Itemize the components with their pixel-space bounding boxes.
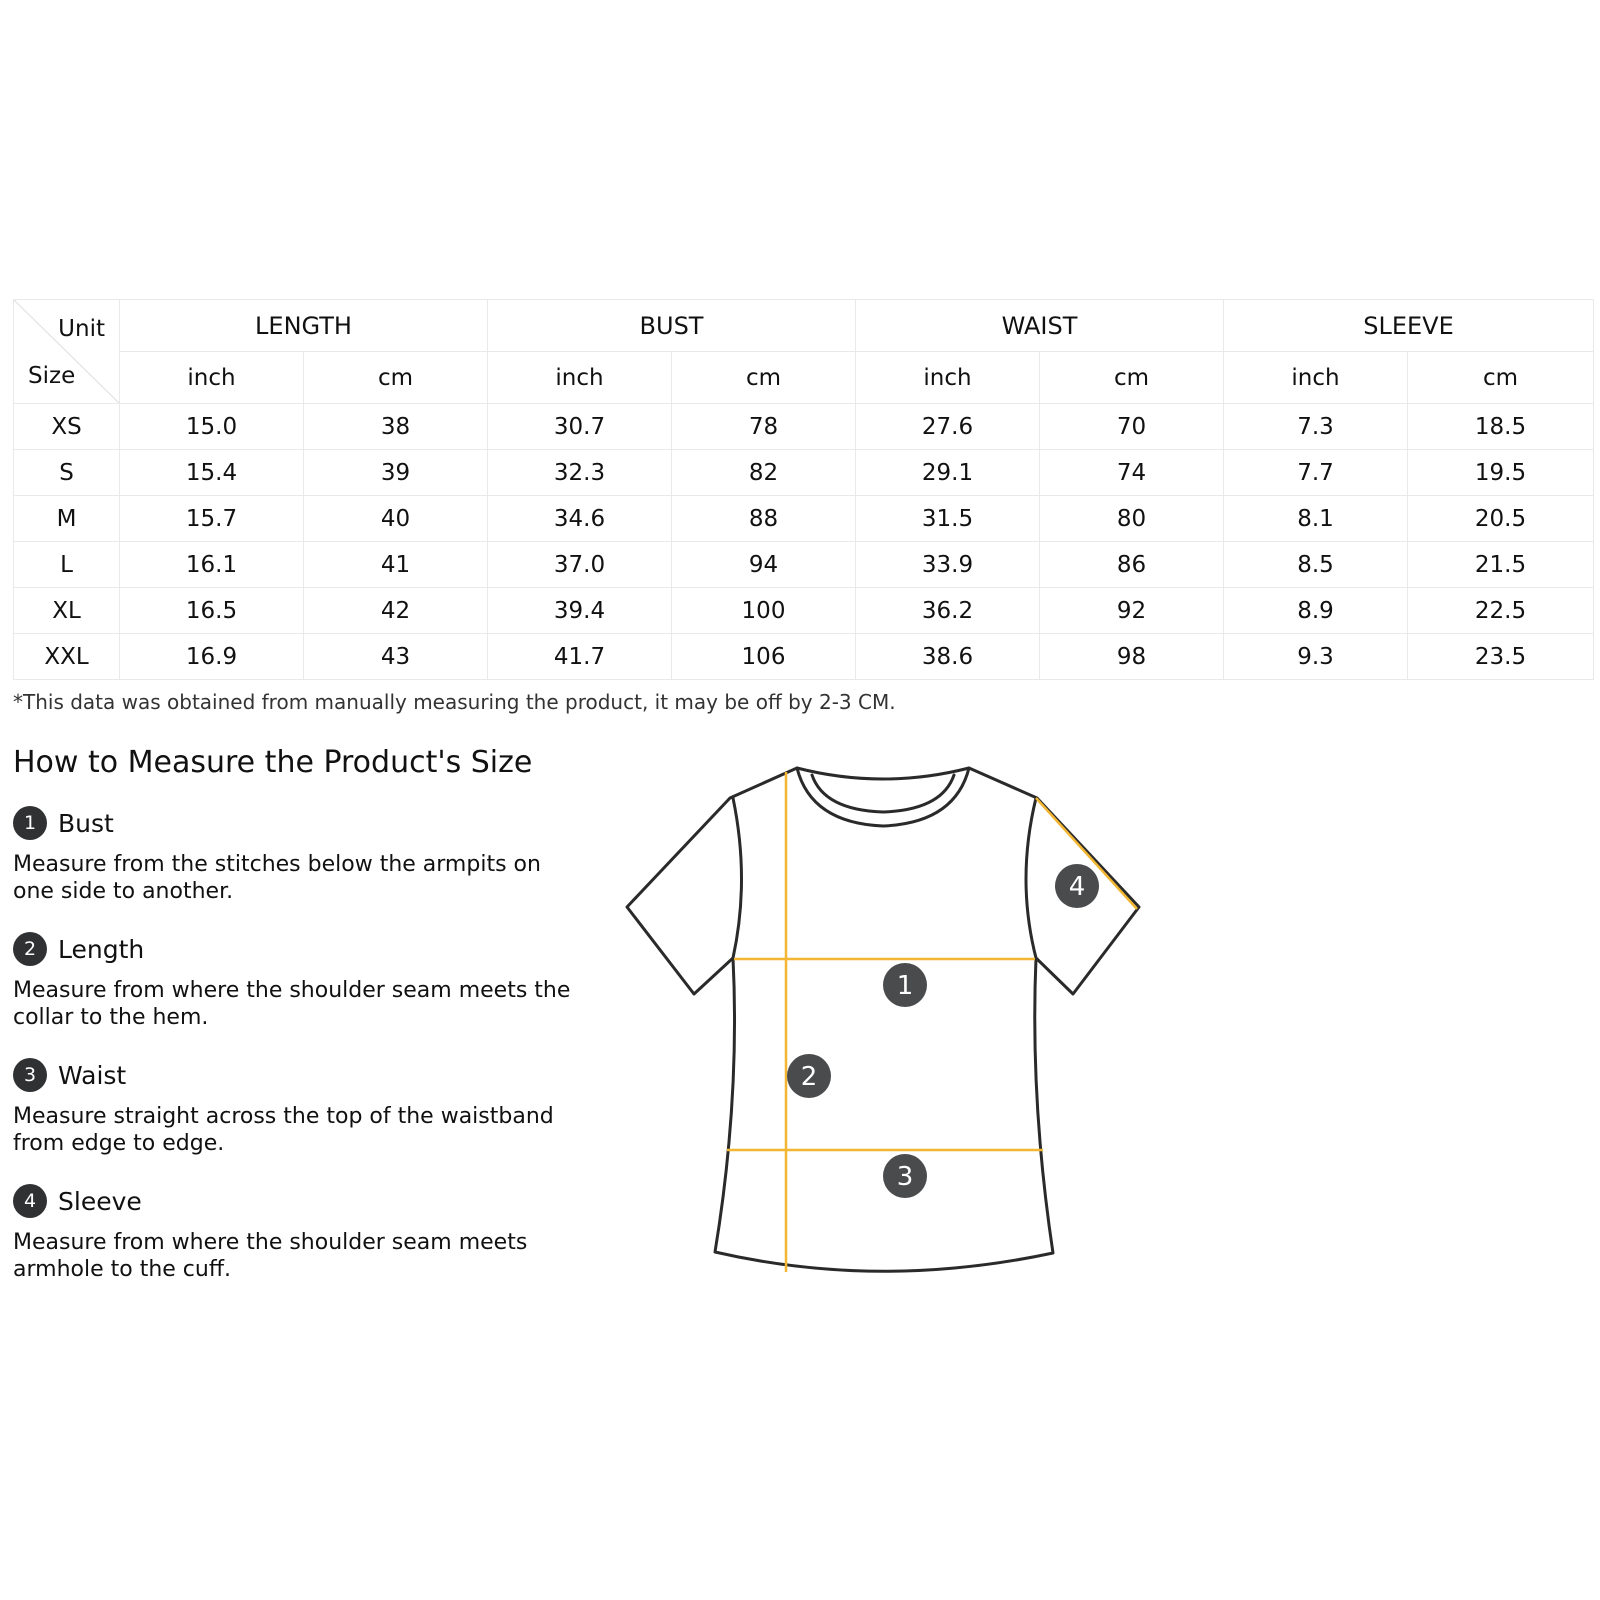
step-name: Length (58, 934, 145, 964)
cell-waist-cm: 98 (1040, 634, 1224, 680)
step-number-badge: 4 (13, 1184, 47, 1218)
cell-length-cm: 39 (304, 450, 488, 496)
cell-bust-inch: 34.6 (488, 496, 672, 542)
step-length (13, 931, 573, 1031)
step-sleeve (13, 1183, 573, 1283)
size-label-cell: XL (14, 588, 120, 634)
cell-length-inch: 15.7 (120, 496, 304, 542)
shirt-outline (627, 768, 1139, 1271)
cell-sleeve-inch: 7.3 (1224, 404, 1408, 450)
unit-header-sleeve-inch: inch (1224, 352, 1408, 404)
cell-bust-inch: 41.7 (488, 634, 672, 680)
cell-sleeve-cm: 20.5 (1408, 496, 1594, 542)
t-shirt-outline-icon (600, 745, 1160, 1295)
cell-waist-cm: 80 (1040, 496, 1224, 542)
unit-header-bust-cm: cm (672, 352, 856, 404)
cell-length-cm: 42 (304, 588, 488, 634)
marker-length (787, 1054, 831, 1098)
group-header-waist: WAIST (856, 300, 1224, 352)
cell-sleeve-cm: 22.5 (1408, 588, 1594, 634)
cell-bust-inch: 30.7 (488, 404, 672, 450)
step-number-badge: 2 (13, 932, 47, 966)
step-number-badge: 1 (13, 806, 47, 840)
step-bust (13, 805, 573, 905)
cell-waist-cm: 86 (1040, 542, 1224, 588)
marker-sleeve-label: 4 (1068, 872, 1086, 902)
marker-bust-label: 1 (896, 971, 914, 1001)
measurement-group-header (14, 300, 1594, 352)
size-label-cell: XXL (14, 634, 120, 680)
cell-waist-inch: 31.5 (856, 496, 1040, 542)
cell-bust-cm: 78 (672, 404, 856, 450)
table-row (14, 496, 1594, 542)
step-waist (13, 1057, 573, 1157)
unit-header-sleeve-cm: cm (1408, 352, 1594, 404)
size-label-cell: S (14, 450, 120, 496)
group-header-bust: BUST (488, 300, 856, 352)
cell-waist-inch: 29.1 (856, 450, 1040, 496)
step-name: Waist (58, 1060, 127, 1090)
cell-sleeve-inch: 8.9 (1224, 588, 1408, 634)
unit-header-length-cm: cm (304, 352, 488, 404)
cell-bust-cm: 88 (672, 496, 856, 542)
cell-sleeve-cm: 19.5 (1408, 450, 1594, 496)
cell-bust-cm: 94 (672, 542, 856, 588)
size-chart-table (13, 299, 1594, 680)
unit-header-length-inch: inch (120, 352, 304, 404)
size-label-cell: XS (14, 404, 120, 450)
cell-bust-inch: 32.3 (488, 450, 672, 496)
cell-waist-cm: 70 (1040, 404, 1224, 450)
marker-waist-label: 3 (896, 1162, 914, 1192)
cell-waist-cm: 92 (1040, 588, 1224, 634)
cell-sleeve-inch: 7.7 (1224, 450, 1408, 496)
unit-size-corner-cell (14, 300, 120, 404)
cell-bust-cm: 100 (672, 588, 856, 634)
table-row (14, 542, 1594, 588)
step-name: Bust (58, 808, 114, 838)
cell-sleeve-inch: 9.3 (1224, 634, 1408, 680)
cell-length-inch: 16.1 (120, 542, 304, 588)
cell-length-inch: 16.5 (120, 588, 304, 634)
unit-header-row (14, 352, 1594, 404)
cell-sleeve-inch: 8.1 (1224, 496, 1408, 542)
unit-header-waist-cm: cm (1040, 352, 1224, 404)
table-row (14, 588, 1594, 634)
cell-sleeve-cm: 18.5 (1408, 404, 1594, 450)
cell-length-cm: 40 (304, 496, 488, 542)
cell-length-cm: 38 (304, 404, 488, 450)
size-label-cell: L (14, 542, 120, 588)
cell-sleeve-cm: 21.5 (1408, 542, 1594, 588)
cell-length-cm: 43 (304, 634, 488, 680)
step-number-badge: 3 (13, 1058, 47, 1092)
size-label-cell: M (14, 496, 120, 542)
cell-bust-cm: 106 (672, 634, 856, 680)
marker-waist (883, 1154, 927, 1198)
marker-bust (883, 963, 927, 1007)
guide-title: How to Measure the Product's Size (13, 745, 533, 780)
table-row (14, 450, 1594, 496)
measurement-footnote: *This data was obtained from manually measuring the product, it may be off by 2-3 CM. (13, 690, 896, 714)
cell-length-cm: 41 (304, 542, 488, 588)
cell-waist-cm: 74 (1040, 450, 1224, 496)
step-name: Sleeve (58, 1186, 142, 1216)
cell-waist-inch: 27.6 (856, 404, 1040, 450)
corner-unit-label: Unit (58, 316, 105, 342)
measurement-lines (727, 772, 1137, 1272)
step-description: Measure from the stitches below the armpits on one side to another. (13, 852, 541, 904)
unit-header-waist-inch: inch (856, 352, 1040, 404)
cell-bust-inch: 39.4 (488, 588, 672, 634)
cell-waist-inch: 36.2 (856, 588, 1040, 634)
table-row (14, 634, 1594, 680)
cell-sleeve-cm: 23.5 (1408, 634, 1594, 680)
cell-sleeve-inch: 8.5 (1224, 542, 1408, 588)
marker-sleeve (1055, 864, 1099, 908)
step-description: Measure straight across the top of the waistband from edge to edge. (13, 1104, 554, 1156)
unit-header-bust-inch: inch (488, 352, 672, 404)
cell-waist-inch: 38.6 (856, 634, 1040, 680)
table-row (14, 404, 1594, 450)
step-description: Measure from where the shoulder seam meets the collar to the hem. (13, 978, 571, 1030)
cell-length-inch: 15.4 (120, 450, 304, 496)
step-description: Measure from where the shoulder seam meets armhole to the cuff. (13, 1230, 528, 1282)
group-header-length: LENGTH (120, 300, 488, 352)
cell-length-inch: 16.9 (120, 634, 304, 680)
cell-bust-inch: 37.0 (488, 542, 672, 588)
size-rows (14, 404, 1594, 680)
corner-size-label: Size (28, 363, 76, 389)
cell-waist-inch: 33.9 (856, 542, 1040, 588)
cell-length-inch: 15.0 (120, 404, 304, 450)
cell-bust-cm: 82 (672, 450, 856, 496)
group-header-sleeve: SLEEVE (1224, 300, 1594, 352)
marker-length-label: 2 (800, 1062, 818, 1092)
